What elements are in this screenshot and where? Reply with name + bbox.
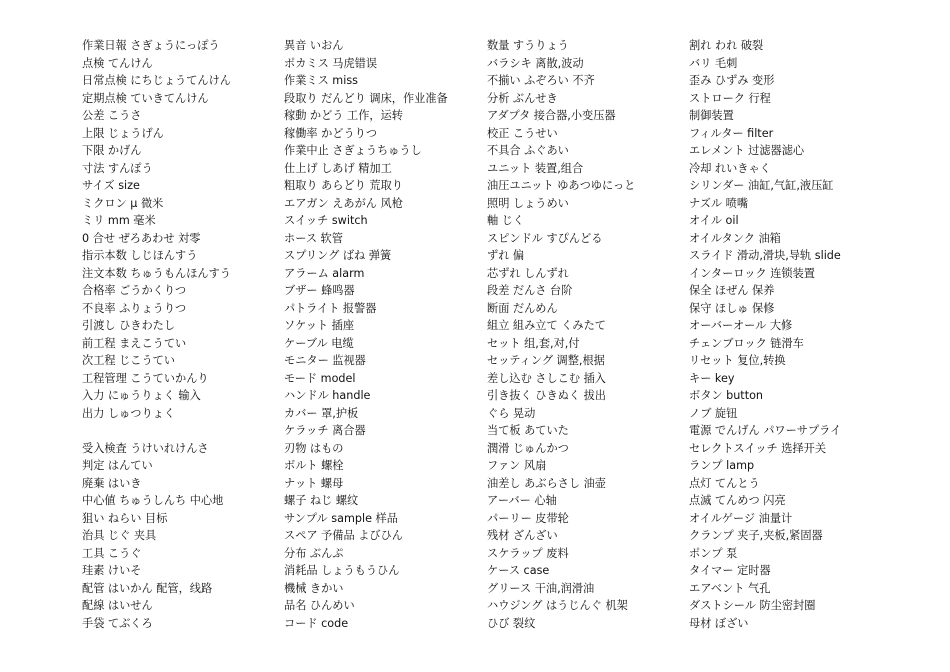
glossary-entry: カバー 罩,护板	[284, 406, 359, 420]
glossary-entry: ミクロン μ 微米	[82, 196, 164, 210]
glossary-entry: 作業日報 さぎょうにっぽう	[82, 39, 220, 52]
glossary-entry: 出力 しゅつりょく	[82, 406, 176, 420]
glossary-entry: タイマー 定时器	[689, 564, 771, 577]
glossary-entry: ハウジング はうじんぐ 机架	[487, 599, 628, 612]
glossary-entry: 螺子 ねじ 螺纹	[284, 494, 359, 507]
glossary-entry: ミリ mm 毫米	[82, 214, 156, 227]
glossary-entry: オイルタンク 油箱	[689, 231, 781, 245]
glossary-entry: ファン 风扇	[487, 459, 547, 472]
glossary-entry: 電源 でんげん パワーサプライ	[689, 424, 842, 437]
glossary-entry: スライド 滑动,滑块,导轨 slide	[689, 249, 841, 262]
glossary-column-4	[689, 37, 889, 632]
glossary-entry: ケーブル 电缆	[284, 336, 354, 350]
glossary-entry: ランプ lamp	[689, 459, 755, 472]
glossary-entry: フィルター filter	[689, 126, 774, 140]
glossary-entry: 仕上げ しあげ 精加工	[284, 161, 392, 175]
glossary-entry: 工程管理 こうていかんり	[82, 371, 209, 385]
glossary-entry: ポンプ 泵	[689, 546, 738, 560]
glossary-entry: スピンドル すぴんどる	[487, 231, 603, 245]
glossary-entry: パーリー 皮带轮	[487, 511, 569, 525]
glossary-entry: 引き抜く ひきぬく 拔出	[487, 389, 606, 402]
glossary-entry: 冷却 れいきゃく	[689, 161, 771, 175]
glossary-entry: サイズ size	[82, 179, 140, 192]
glossary-entry: スプリング ばね 弹簧	[284, 249, 392, 262]
glossary-entry: コード code	[284, 616, 349, 630]
glossary-entry: 作業ミス miss	[284, 74, 358, 87]
glossary-entry: エレメント 过滤器滤心	[689, 144, 805, 157]
glossary-entry: 組立 組み立て くみたて	[487, 319, 606, 332]
glossary-entry: 寸法 すんぽう	[82, 161, 153, 175]
glossary-entry: スペア 予備品 よびひん	[284, 529, 403, 542]
glossary-entry: 0 合せ ぜろあわせ 対零	[82, 231, 201, 245]
glossary-entry: 不具合 ふぐあい	[487, 144, 569, 157]
glossary-entry: 差し込む さしこむ 插入	[487, 371, 606, 385]
glossary-entry: ソケット 插座	[284, 319, 355, 332]
glossary-entry: 中心値 ちゅうしんち 中心地	[82, 494, 224, 507]
blank-line	[82, 422, 278, 440]
glossary-entry: 油差し あぶらさし 油壶	[487, 476, 606, 490]
glossary-entry: ケース case	[487, 564, 550, 577]
glossary-entry: ケラッチ 离合器	[284, 424, 366, 437]
glossary-entry: 刃物 はもの	[284, 441, 344, 455]
glossary-entry: 段差 だんさ 台阶	[487, 284, 573, 297]
glossary-entry: 保守 ほしゅ 保修	[689, 301, 775, 315]
glossary-entry: 前工程 まえこうてい	[82, 336, 187, 350]
glossary-entry: 点検 てんけん	[82, 56, 153, 70]
glossary-entry: 上限 じょうげん	[82, 126, 164, 140]
glossary-entry: 粗取り あらどり 荒取り	[284, 179, 403, 192]
glossary-entry: ハンドル handle	[284, 389, 371, 402]
glossary-entry: パトライト 报警器	[284, 301, 377, 315]
glossary-entry: 定期点検 ていきてんけん	[82, 91, 209, 105]
glossary-entry: 狙い ねらい 目标	[82, 511, 168, 525]
glossary-entry: ノブ 旋钮	[689, 406, 738, 420]
glossary-entry: 次工程 じこうてい	[82, 354, 176, 367]
glossary-entry: サンプル sample 样品	[284, 511, 398, 525]
glossary-entry: 点滅 てんめつ 闪亮	[689, 494, 786, 507]
glossary-entry: 公差 こうさ	[82, 109, 142, 122]
glossary-entry: ずれ 偏	[487, 249, 525, 262]
glossary-entry: ユニット 装置,组合	[487, 161, 584, 175]
glossary-entry: ボルト 螺栓	[284, 459, 344, 472]
glossary-column-1	[82, 37, 278, 632]
glossary-entry: 珪素 けいそ	[82, 564, 142, 577]
glossary-entry: 入力 にゅうりょく 输入	[82, 389, 201, 402]
glossary-entry: モード model	[284, 371, 356, 385]
glossary-entry: 制御装置	[689, 109, 734, 122]
glossary-entry: 分析 ぶんせき	[487, 91, 558, 105]
glossary-entry: モニター 监视器	[284, 354, 366, 367]
glossary-entry: アラーム alarm	[284, 266, 365, 280]
glossary-entry: ぐら 晃动	[487, 406, 536, 420]
glossary-entry: 断面 だんめん	[487, 301, 558, 315]
glossary-entry: 品名 ひんめい	[284, 599, 355, 612]
glossary-entry: 割れ われ 破裂	[689, 39, 764, 52]
glossary-entry: 潤滑 じゅんかつ	[487, 441, 569, 455]
glossary-entry: 引渡し ひきわたし	[82, 319, 176, 332]
glossary-entry: 保全 ほぜん 保养	[689, 284, 775, 297]
glossary-entry: 点灯 てんとう	[689, 476, 760, 490]
glossary-entry: リセット 复位,转换	[689, 354, 786, 367]
glossary-entry: 機械 きかい	[284, 581, 344, 595]
glossary-entry: スケラップ 废料	[487, 546, 569, 560]
glossary-entry: 母材 ぼざい	[689, 616, 749, 630]
glossary-entry: 作業中止 さぎょうちゅうし	[284, 144, 422, 157]
glossary-entry: バラシキ 离散,波动	[487, 56, 584, 70]
glossary-entry: 不揃い ふぞろい 不齐	[487, 74, 595, 87]
glossary-entry: エアベント 气孔	[689, 581, 771, 595]
glossary-entry: 油圧ユニット ゆあつゆにっと	[487, 179, 636, 192]
glossary-entry: バリ 毛刺	[689, 56, 738, 70]
glossary-entry: 判定 はんてい	[82, 459, 153, 472]
glossary-entry: 分布 ぶんぷ	[284, 546, 344, 560]
glossary-entry: 段取り だんどり 调床，作业准备	[284, 91, 448, 105]
glossary-entry: 校正 こうせい	[487, 126, 558, 140]
glossary-entry: ナット 螺母	[284, 476, 344, 490]
glossary-entry: 治具 じぐ 夹具	[82, 529, 157, 542]
glossary-entry: 指示本数 しじほんすう	[82, 249, 198, 262]
glossary-entry: 手袋 てぶくろ	[82, 616, 153, 630]
glossary-column-3	[487, 37, 685, 632]
glossary-entry: 配管 はいかん 配管，线路	[82, 581, 213, 595]
glossary-entry: ポカミス 马虎错误	[284, 56, 378, 70]
glossary-entry: ひび 裂纹	[487, 616, 536, 630]
glossary-entry: 消耗品 しょうもうひん	[284, 564, 400, 577]
glossary-entry: 廃棄 はいき	[82, 476, 142, 490]
glossary-entry: ダストシール 防尘密封圈	[689, 599, 816, 612]
glossary-entry: グリース 干油,润滑油	[487, 581, 595, 595]
glossary-entry: 合格率 ごうかくりつ	[82, 284, 187, 297]
glossary-entry: 日常点検 にちじょうてんけん	[82, 74, 231, 87]
glossary-entry: ストローク 行程	[689, 91, 771, 105]
glossary-entry: ホース 软管	[284, 231, 343, 245]
glossary-entry: 当て板 あていた	[487, 424, 569, 437]
glossary-entry: キー key	[689, 371, 735, 385]
glossary-entry: スイッチ switch	[284, 214, 368, 227]
glossary-entry: 受入検査 うけいれけんさ	[82, 441, 209, 455]
glossary-entry: 軸 じく	[487, 214, 525, 227]
glossary-entry: 歪み ひずみ 变形	[689, 74, 775, 87]
glossary-entry: 数量 すうりょう	[487, 39, 569, 52]
glossary-entry: シリンダー 油缸,气缸,液压缸	[689, 179, 834, 192]
glossary-entry: エアガン えあがん 风枪	[284, 196, 403, 210]
glossary-entry: オーバーオール 大修	[689, 319, 793, 332]
glossary-entry: アダプタ 接合器,小变压器	[487, 109, 616, 122]
glossary-entry: クランプ 夹子,夹板,紧固器	[689, 529, 823, 542]
glossary-entry: セレクトスイッチ 选择开关	[689, 441, 827, 455]
glossary-entry: 下限 かげん	[82, 144, 142, 157]
glossary-entry: 芯ずれ しんずれ	[487, 266, 569, 280]
glossary-entry: 注文本数 ちゅうもんほんすう	[82, 266, 231, 280]
glossary-entry: 残材 ざんざい	[487, 529, 558, 542]
glossary-entry: セット 组,套,对,付	[487, 336, 580, 350]
glossary-entry: 稼働率 かどうりつ	[284, 126, 378, 140]
glossary-entry: 工具 こうぐ	[82, 546, 142, 560]
glossary-entry: 不良率 ふりょうりつ	[82, 301, 187, 315]
glossary-entry: 照明 しょうめい	[487, 196, 569, 210]
glossary-entry: 稼動 かどう 工作，运转	[284, 109, 403, 122]
glossary-entry: 配線 はいせん	[82, 599, 153, 612]
glossary-entry: オイル oil	[689, 214, 739, 227]
glossary-entry: インターロック 连锁装置	[689, 266, 815, 280]
glossary-entry: ブザー 蜂鸣器	[284, 284, 355, 297]
glossary-entry: チェンブロック 链滑车	[689, 336, 804, 350]
glossary-entry: セッティング 调整,根据	[487, 354, 605, 367]
glossary-entry: オイルゲージ 油量计	[689, 511, 793, 525]
glossary-entry: 異音 いおん	[284, 39, 344, 52]
glossary-entry: アーバー 心轴	[487, 494, 557, 507]
glossary-entry: ボタン button	[689, 389, 764, 402]
glossary-entry: ナズル 喷嘴	[689, 196, 749, 210]
glossary-column-2	[284, 37, 482, 632]
